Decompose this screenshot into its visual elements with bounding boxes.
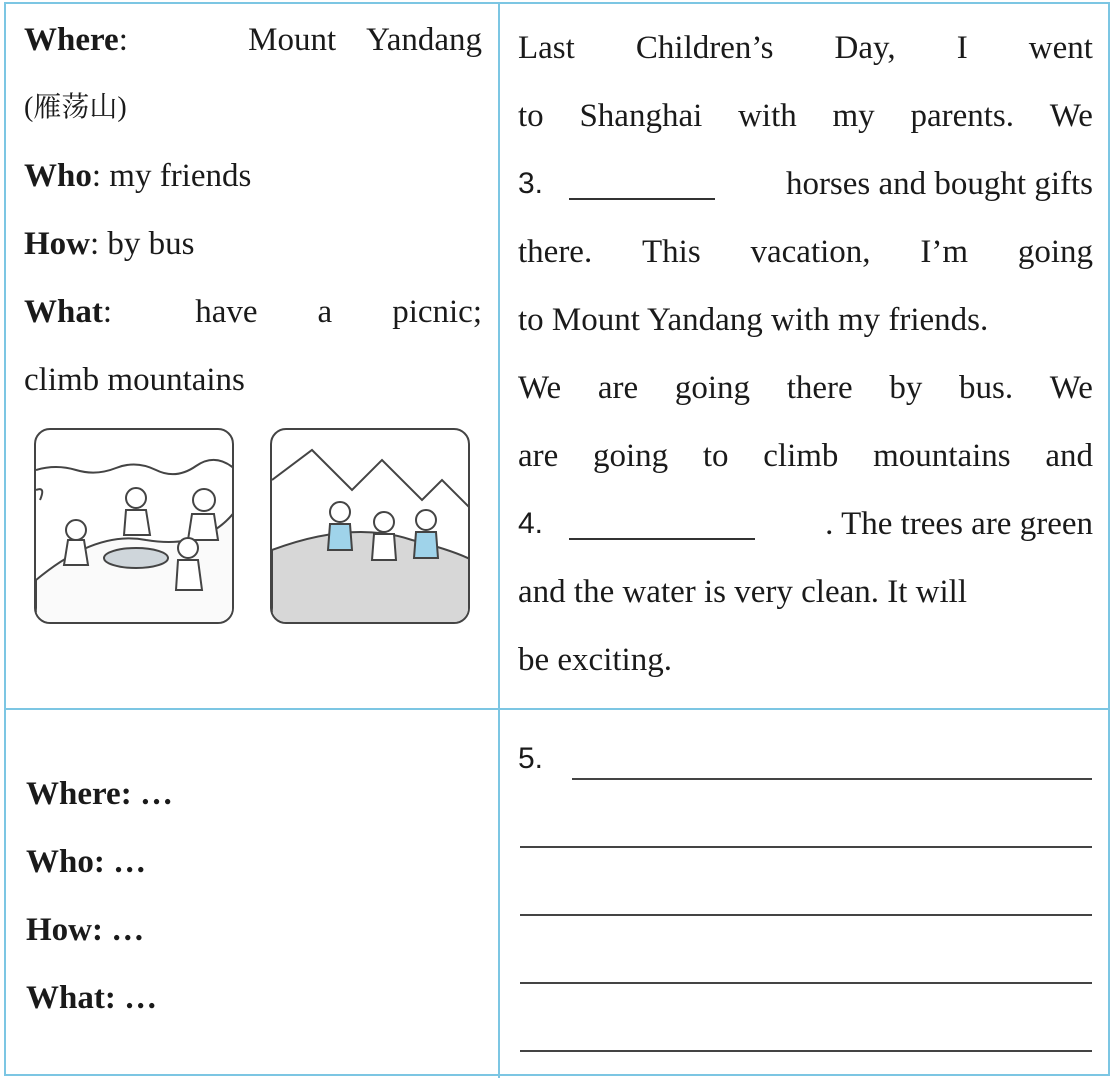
story-word: there (786, 370, 853, 406)
task-who-label: Who (26, 844, 94, 880)
story-word: Children’s (635, 30, 774, 66)
how-line (24, 210, 482, 278)
picnic-scene-icon (36, 430, 234, 624)
story-word: are (597, 370, 639, 406)
what-label: What (24, 294, 103, 330)
story-line-10: be exciting. (518, 642, 672, 678)
story-word: We (1049, 370, 1093, 406)
answer-blank-3[interactable] (569, 168, 715, 200)
story-line-1 (518, 14, 1093, 82)
story-word: went (1028, 30, 1093, 66)
answer-number-5: 5. (518, 742, 544, 775)
answer-line[interactable] (520, 914, 1092, 916)
example-info-cell (24, 6, 482, 414)
what-value-2: climb mountains (24, 362, 245, 398)
answer-blank-4[interactable] (569, 508, 755, 540)
where-label: Where (24, 22, 119, 58)
story-word: and (1045, 438, 1093, 474)
story-word: Day, (834, 30, 896, 66)
story-line-9: and the water is very clean. It will (518, 574, 967, 610)
task-where-label: Where (26, 776, 121, 812)
story-line-3 (518, 150, 1093, 218)
story-word: with (738, 98, 797, 134)
answer-line[interactable] (520, 1050, 1092, 1052)
story-word: my (832, 98, 875, 134)
task-prompt-cell (26, 760, 466, 1032)
story-line-7 (518, 422, 1093, 490)
task-who (26, 828, 466, 896)
answer-line[interactable] (520, 982, 1092, 984)
answer-line[interactable] (520, 846, 1092, 848)
separator: : (102, 294, 113, 330)
ellipsis: : … (93, 844, 147, 880)
who-label: Who (24, 158, 92, 194)
story-word: vacation, (750, 234, 871, 270)
story-word: to (518, 98, 544, 134)
hiking-illustration (270, 428, 470, 624)
story-word: climb (763, 438, 839, 474)
separator: : (91, 158, 102, 194)
story-line-8 (518, 490, 1093, 558)
story-word: Last (518, 30, 575, 66)
where-line (24, 6, 482, 74)
story-word: going (674, 370, 750, 406)
ellipsis: : … (104, 980, 158, 1016)
story-line-4 (518, 218, 1093, 286)
story-word: are (518, 438, 559, 474)
who-line (24, 142, 482, 210)
task-how-label: How (26, 912, 92, 948)
story-word: going (1017, 234, 1093, 270)
task-what-label: What (26, 980, 105, 1016)
row-divider (4, 708, 1110, 710)
story-word: This (642, 234, 701, 270)
what-value-1: have a picnic; (195, 294, 482, 330)
story-line-6 (518, 354, 1093, 422)
story-word: bus. (959, 370, 1014, 406)
story-passage (518, 14, 1093, 694)
story-word: going (593, 438, 669, 474)
how-value: by bus (107, 226, 195, 262)
story-word: I (956, 30, 968, 66)
story-word: mountains (873, 438, 1011, 474)
task-where (26, 760, 466, 828)
story-text: . The trees are green (825, 506, 1093, 542)
what-line (24, 278, 482, 346)
story-word: I’m (920, 234, 968, 270)
blank-number-4: 4. (518, 507, 544, 540)
story-word: by (889, 370, 923, 406)
story-word: We (1049, 98, 1093, 134)
who-value: my friends (109, 158, 252, 194)
picnic-illustration (34, 428, 234, 624)
where-value-cn: (雁荡山) (24, 92, 127, 123)
story-line-2 (518, 82, 1093, 150)
story-word: Shanghai (579, 98, 703, 134)
column-divider (498, 2, 500, 1078)
blank-number-3: 3. (518, 167, 544, 200)
task-how (26, 896, 466, 964)
ellipsis: : … (120, 776, 173, 812)
story-word: We (518, 370, 562, 406)
where-value: Mount Yandang (248, 22, 482, 58)
mountain-hiking-scene-icon (272, 430, 470, 624)
story-word: there. (518, 234, 593, 270)
story-word: parents. (910, 98, 1015, 134)
task-what (26, 964, 466, 1032)
answer-line[interactable] (572, 778, 1092, 780)
separator: : (90, 226, 100, 262)
story-line-5: to Mount Yandang with my friends. (518, 302, 989, 338)
ellipsis: : … (92, 912, 145, 948)
story-word: to (702, 438, 729, 474)
separator: : (118, 22, 128, 58)
how-label: How (24, 226, 90, 262)
story-text: horses and bought gifts (785, 166, 1093, 202)
